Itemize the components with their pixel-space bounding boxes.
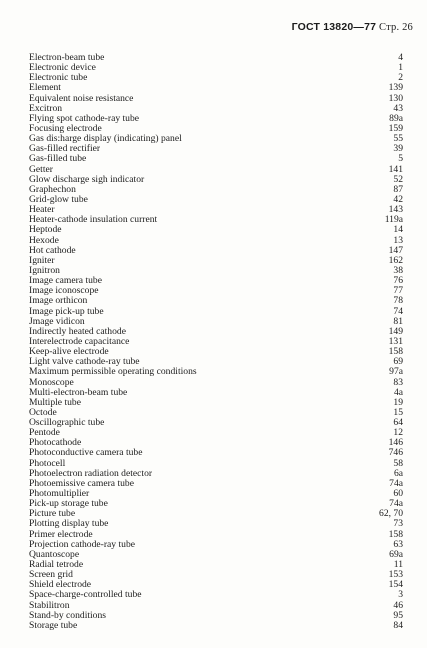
index-term: Monoscope [29,376,74,388]
index-entry [29,225,403,235]
index-page-ref: 52 [393,173,403,185]
index-entry [29,560,403,570]
index-page-ref: 154 [388,579,403,591]
index-entry [29,73,403,83]
index-term: Electronic device [29,62,96,74]
index-page-ref: 4 [398,52,403,63]
standard-number: ГОСТ 13820—77 [291,21,377,33]
index-page-ref: 74a [389,498,403,510]
index-entry [29,540,403,550]
index-term: Graphechon [29,183,76,195]
index-term: Photocathode [29,437,82,449]
index-page-ref: 162 [388,254,403,266]
index-page-ref: 62, 70 [379,508,403,520]
index-page-ref: 42 [393,193,403,205]
index-page-ref: 149 [388,325,403,337]
index-term: Shield electrode [29,579,92,591]
index-term: Screen grid [29,569,73,581]
index-page-ref: 2 [398,72,403,84]
index-page-ref: 159 [388,122,403,134]
index-term: Photoelectron radiation detector [29,467,153,479]
index-term: Ignitron [29,264,60,276]
index-page-ref: 69a [389,548,403,560]
index-page-ref: 58 [393,457,403,469]
index-term: Igniter [29,254,55,266]
term-index-list [29,53,403,631]
index-entry [29,94,403,104]
index-page-ref: 77 [393,285,403,297]
index-entry [29,296,403,306]
index-term: Light valve cathode-ray tube [29,356,140,368]
index-page-ref: 84 [393,619,403,631]
index-entry [29,307,403,317]
index-term: Storage tube [29,619,78,631]
index-term: Projection cathode-ray tube [29,538,136,550]
index-entry [29,256,403,266]
index-entry [29,236,403,246]
index-term: Oscillographic tube [29,417,105,429]
index-entry [29,367,403,377]
index-term: Excitron [29,102,63,114]
index-page-ref: 81 [393,315,403,327]
index-term: Stand-by conditions [29,609,107,621]
index-page-ref: 69 [393,356,403,368]
index-term: Indirectly heated cathode [29,325,126,337]
index-term: Image orthicon [29,295,88,307]
page-header [292,21,413,33]
index-page-ref: 6a [393,467,403,479]
index-page-ref: 146 [388,437,403,449]
index-page-ref: 38 [393,264,403,276]
index-page-ref: 141 [388,163,403,175]
index-term: Element [29,82,61,94]
index-page-ref: 83 [393,376,403,388]
index-page-ref: 46 [393,599,403,611]
index-page-ref: 158 [388,346,403,358]
index-term: Picture tube [29,508,76,520]
index-term: Photocell [29,457,66,469]
index-entry [29,499,403,509]
index-page-ref: 43 [393,102,403,114]
index-term: Space-charge-controlled tube [29,589,142,601]
index-term: Equivalent noise resistance [29,92,134,104]
index-page-ref: 153 [388,569,403,581]
index-term: Jmage vidicon [29,315,85,327]
index-term: Keep-alive electrode [29,346,109,358]
index-page-ref: 143 [388,204,403,216]
index-page-ref: 39 [393,143,403,155]
index-term: Stabilitron [29,599,70,611]
index-term: Image iconoscope [29,285,99,297]
index-page-ref: 147 [388,244,403,256]
index-page-ref: 12 [393,427,403,439]
index-term: Pick-up storage tube [29,498,108,510]
index-term: Electronic tube [29,72,88,84]
index-term: Interelectrode capacitance [29,335,130,347]
index-term: Octode [29,406,57,418]
index-page-ref: 746 [388,447,403,459]
index-entry [29,398,403,408]
index-page-ref: 55 [393,133,403,145]
index-entry [29,448,403,458]
index-term: Image pick-up tube [29,305,104,317]
index-term: Heptode [29,224,62,236]
index-page-ref: 139 [388,82,403,94]
index-page-ref: 97a [389,366,403,378]
page-number-label: Стр. 26 [379,22,413,33]
index-entry [29,195,403,205]
index-page-ref: 60 [393,488,403,500]
index-term: Grid-glow tube [29,193,88,205]
index-page-ref: 14 [393,224,403,236]
index-term: Multiple tube [29,396,81,408]
index-entry [29,550,403,560]
index-term: Hexode [29,234,59,246]
index-page-ref: 130 [388,92,403,104]
index-entry [29,611,403,621]
index-page-ref: 87 [393,183,403,195]
index-term: Photomultiplier [29,488,90,500]
index-term: Primer electrode [29,528,93,540]
index-page-ref: 158 [388,528,403,540]
index-term: Radial tetrode [29,559,84,571]
index-page-ref: 76 [393,275,403,287]
index-term: Quantoscope [29,548,80,560]
index-term: Heater [29,204,55,216]
index-term: Gas dis:harge display (indicating) panel [29,133,182,145]
index-entry [29,428,403,438]
index-term: Pentode [29,427,60,439]
index-term: Plotting display tube [29,518,109,530]
index-page-ref: 3 [398,589,403,601]
index-term: Heater-cathode insulation current [29,214,158,226]
index-page-ref: 78 [393,295,403,307]
index-page-ref: 74 [393,305,403,317]
index-page-ref: 4a [393,386,403,398]
index-term: Hot cathode [29,244,76,256]
index-entry [29,175,403,185]
index-term: Gas-filled tube [29,153,87,165]
index-term: Flying spot cathode-ray tube [29,112,140,124]
index-term: Glow discharge sigh indicator [29,173,145,185]
index-term: Focusing electrode [29,122,102,134]
index-entry [29,246,403,256]
index-page-ref: 95 [393,609,403,621]
index-term: Electron-beam tube [29,52,105,63]
index-entry [29,154,403,164]
index-page-ref: 15 [393,406,403,418]
index-page-ref: 13 [393,234,403,246]
index-page-ref: 89a [389,112,403,124]
index-entry [29,418,403,428]
index-page-ref: 5 [398,153,403,165]
index-entry [29,215,403,225]
index-entry [29,621,403,631]
index-page-ref: 74a [389,477,403,489]
index-term: Gas-filled rectifier [29,143,101,155]
index-page-ref: 11 [393,559,403,571]
index-term: Maximum permissible operating conditions [29,366,197,378]
index-term: Multi-electron-beam tube [29,386,128,398]
index-page-ref: 19 [393,396,403,408]
index-page-ref: 63 [393,538,403,550]
index-page-ref: 1 [398,62,403,74]
index-page-ref: 64 [393,417,403,429]
index-term: Getter [29,163,53,175]
index-entry [29,388,403,398]
index-page-ref: 119a [384,214,403,226]
index-term: Photoconductive camera tube [29,447,143,459]
index-entry [29,590,403,600]
index-page-ref: 131 [388,335,403,347]
index-term: Photoemissive camera tube [29,477,134,489]
index-term: Image camera tube [29,275,102,287]
index-page-ref: 73 [393,518,403,530]
